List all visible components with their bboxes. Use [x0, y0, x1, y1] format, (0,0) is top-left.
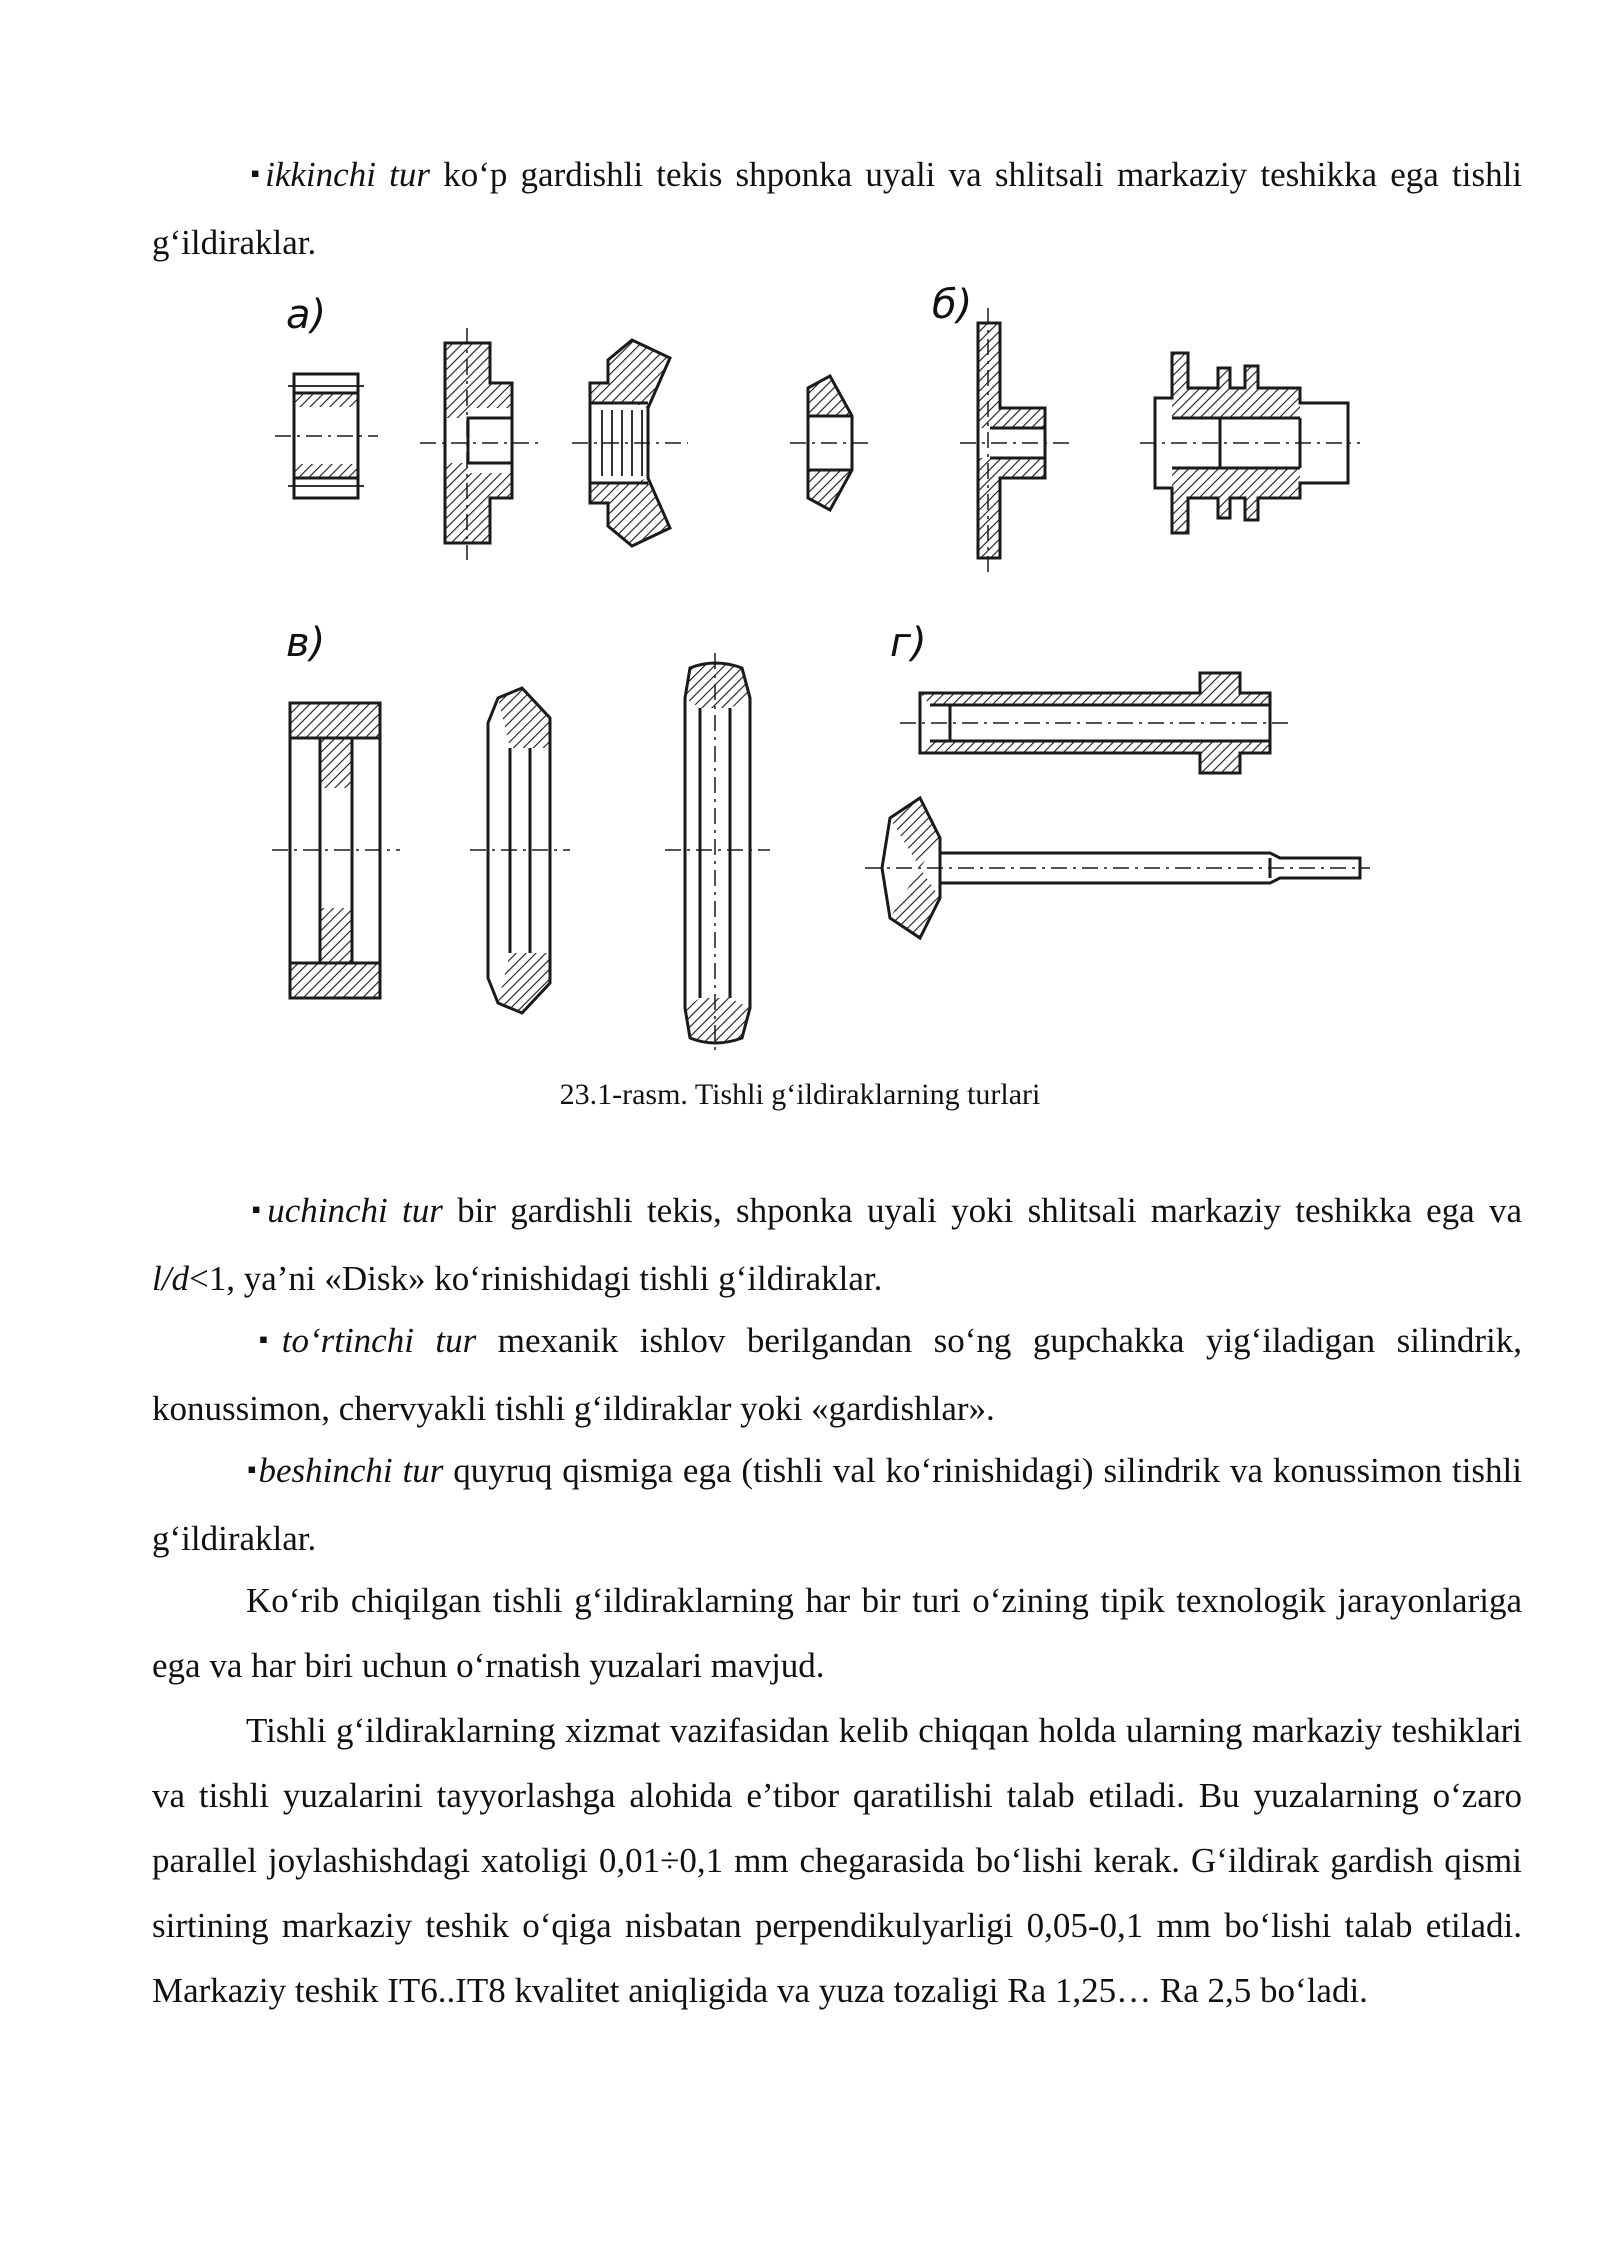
paragraph-text: mexanik ishlov berilgandan so‘ng gupchakka yig‘iladigan silindrik, konussimon, chervyakli tishli g‘ildiraklar yoki «gardishlar». [152, 1321, 1522, 1428]
small-bevel-gear-drawing [790, 376, 872, 510]
term-second-type: ikkinchi tur [265, 155, 430, 194]
paragraph-second-type [152, 142, 1522, 275]
multi-flange-gear-drawing [1140, 353, 1360, 533]
bullet-marker: ▪ [246, 159, 265, 188]
ratio-formula: l/d [152, 1259, 189, 1298]
paragraph-text: <1, ya’ni «Disk» ko‘rinishidagi tishli g‘ildiraklar. [188, 1259, 883, 1298]
term-fifth-type: beshinchi tur [258, 1451, 444, 1490]
bullet-marker: ▪ [246, 1325, 281, 1354]
hollow-gear-shaft-drawing [900, 673, 1290, 773]
spur-gear-drawing [275, 374, 378, 498]
figure-caption: 23.1-rasm. Tishli g‘ildiraklarning turlari [559, 1078, 1041, 1111]
figure-label-b: б) [932, 282, 973, 328]
paragraph-text: Ko‘rib chiqilgan tishli g‘ildiraklarning har bir turi o‘zining tipik texnologik jarayonlariga ega va har biri uchun o‘rnatish yuzalari mavjud. [152, 1581, 1522, 1685]
term-third-type: uchinchi tur [267, 1191, 443, 1230]
gear-drawings [260, 278, 1410, 1068]
figure-label-g: г) [890, 620, 927, 666]
bevel-ring-drawing [470, 688, 570, 1013]
bevel-spline-gear-drawing [572, 340, 688, 546]
paragraph-text: ko‘p gardishli tekis shponka uyali va shlitsali markaziy teshikka ega tishli g‘ildiraklar. [152, 155, 1523, 262]
figure-label-a: а) [286, 292, 327, 338]
figure-label-v: в) [286, 620, 326, 666]
paragraph-text: quyruq qismiga ega (tishli val ko‘rinishidagi) silindrik va konussimon tishli g‘ildiraklar. [152, 1451, 1522, 1558]
paragraph-process-note [152, 1568, 1522, 1698]
ring-gear-drawing [272, 703, 400, 998]
paragraph-fourth-type [152, 1308, 1522, 1441]
bevel-pinion-shaft-drawing [865, 798, 1370, 938]
paragraph-fifth-type [152, 1438, 1522, 1571]
paragraph-third-type [152, 1178, 1522, 1311]
bullet-marker: ▪ [246, 1195, 267, 1224]
gear-types-figure [260, 278, 1410, 1068]
paragraph-text: Tishli g‘ildiraklarning xizmat vazifasidan kelib chiqqan holda ularning markaziy teshiklari va tishli yuzalarini tayyorlashga alohida e’tibor qaratilishi talab etiladi. Bu yuzalarning o‘zaro parallel joylashishdagi xatoligi 0,01÷0,1 mm chegarasida bo‘lishi kerak. G‘ildirak gardish qismi sirtining markaziy teshik o‘qiga nisbatan perpendikulyarligi 0,05-0,1 mm bo‘lishi talab etiladi. Markaziy teshik IT6..IT8 kvalitet aniqligida va yuza tozaligi Ra 1,25… Ra 2,5 bo‘ladi. [152, 1711, 1522, 2010]
flange-gear-drawing [960, 308, 1070, 578]
paragraph-accuracy-requirements [152, 1698, 1522, 2023]
worm-wheel-drawing [665, 653, 770, 1053]
paragraph-text: bir gardishli tekis, shponka uyali yoki shlitsali markaziy teshikka ega va [442, 1191, 1522, 1230]
bullet-marker: ▪ [246, 1455, 258, 1484]
hub-gear-drawing [420, 328, 540, 560]
term-fourth-type: to‘rtinchi tur [281, 1321, 477, 1360]
